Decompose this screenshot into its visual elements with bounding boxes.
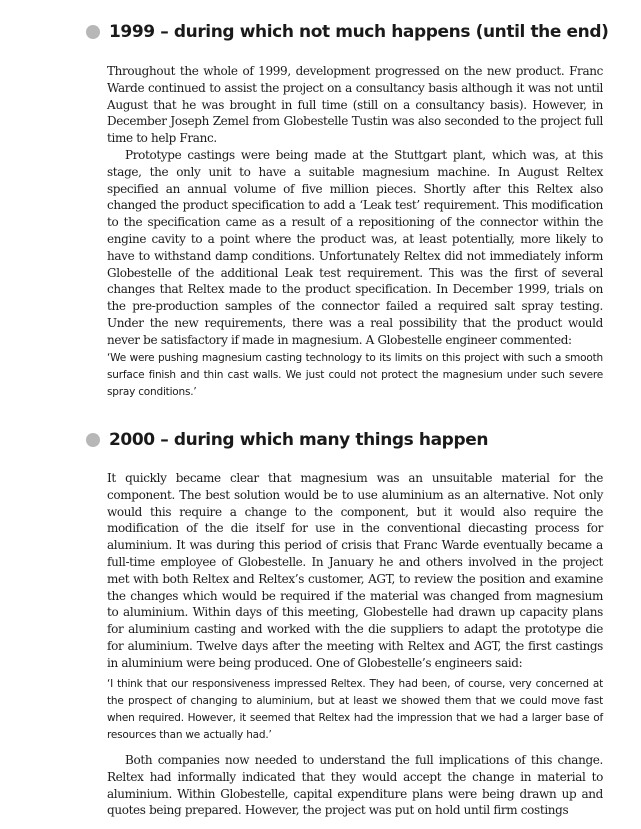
paragraph-2000-implications: Both companies now needed to understand the full implications of this change. Reltex had informally indicated that they would accept the change in material to aluminium. Within Globestelle, capital expenditure plans were being drawn up and quotes being prepared. However, the project was put on hold until firm costings <box>107 753 603 818</box>
bullet-icon <box>86 25 100 39</box>
paragraph-2000-crisis: It quickly became clear that magnesium was an unsuitable material for the component. The best solution would be to use aluminium as an alternative. Not only would this require a change to the component, but it would also require the modification of the die itself for use in the conventional diecasting process for aluminium. It was during this period of crisis that Franc Warde eventually became a full-time employee of Globestelle. In January he and others involved in the project met with both Reltex and Reltex’s customer, AGT, to review the position and examine the changes which would be required if the material was changed from magnesium to aluminium. Within days of this meeting, Globestelle had drawn up capacity plans for aluminium casting and worked with the die suppliers to adapt the prototype die for aluminium. Twelve days after the meeting with Reltex and AGT, the first castings in aluminium were being produced. One of Globestelle’s engineers said: <box>107 471 603 670</box>
section-title-2000: 2000 – during which many things happen <box>109 430 489 450</box>
section-title-1999: 1999 – during which not much happens (until the end) <box>109 22 609 42</box>
section-heading-1999 <box>86 22 609 42</box>
bullet-icon <box>86 433 100 447</box>
paragraph-1999-intro: Throughout the whole of 1999, development progressed on the new product. Franc Warde continued to assist the project on a consultancy basis although it was not until August that he was brought in full time (still on a consultancy basis). However, in December Joseph Zemel from Globestelle Tustin was also seconded to the project full time to help Franc. <box>107 64 603 146</box>
paragraph-1999-prototype: Prototype castings were being made at the Stuttgart plant, which was, at this stage, the only unit to have a suitable magnesium machine. In August Reltex specified an annual volume of five million pieces. Shortly after this Reltex also changed the product specification to add a ‘Leak test’ requirement. This modification to the specification came as a result of a repositioning of the connector within the engine cavity to a point where the product was, at least potentially, more likely to have to withstand damp conditions. Unfortunately Reltex did not immediately inform Globestelle of the additional Leak test requirement. This was the first of several changes that Reltex made to the product specification. In December 1999, trials on the pre-production samples of the connector failed a required salt spray testing. Under the new requirements, there was a real possibility that the product would never be satisfactory if made in magnesium. A Globestelle engineer commented: <box>107 148 603 347</box>
quote-1999-engineer: ‘We were pushing magnesium casting technology to its limits on this project with such a smooth surface finish and thin cast walls. We just could not protect the magnesium under such severe spray conditions.’ <box>107 352 603 398</box>
section-heading-2000 <box>86 430 488 450</box>
quote-2000-engineer: ‘I think that our responsiveness impressed Reltex. They had been, of course, very concerned at the prospect of changing to aluminium, but at least we showed them that we could move fast when required. However, it seemed that Reltex had the impression that we had a larger base of resources than we actually had.’ <box>107 678 603 741</box>
